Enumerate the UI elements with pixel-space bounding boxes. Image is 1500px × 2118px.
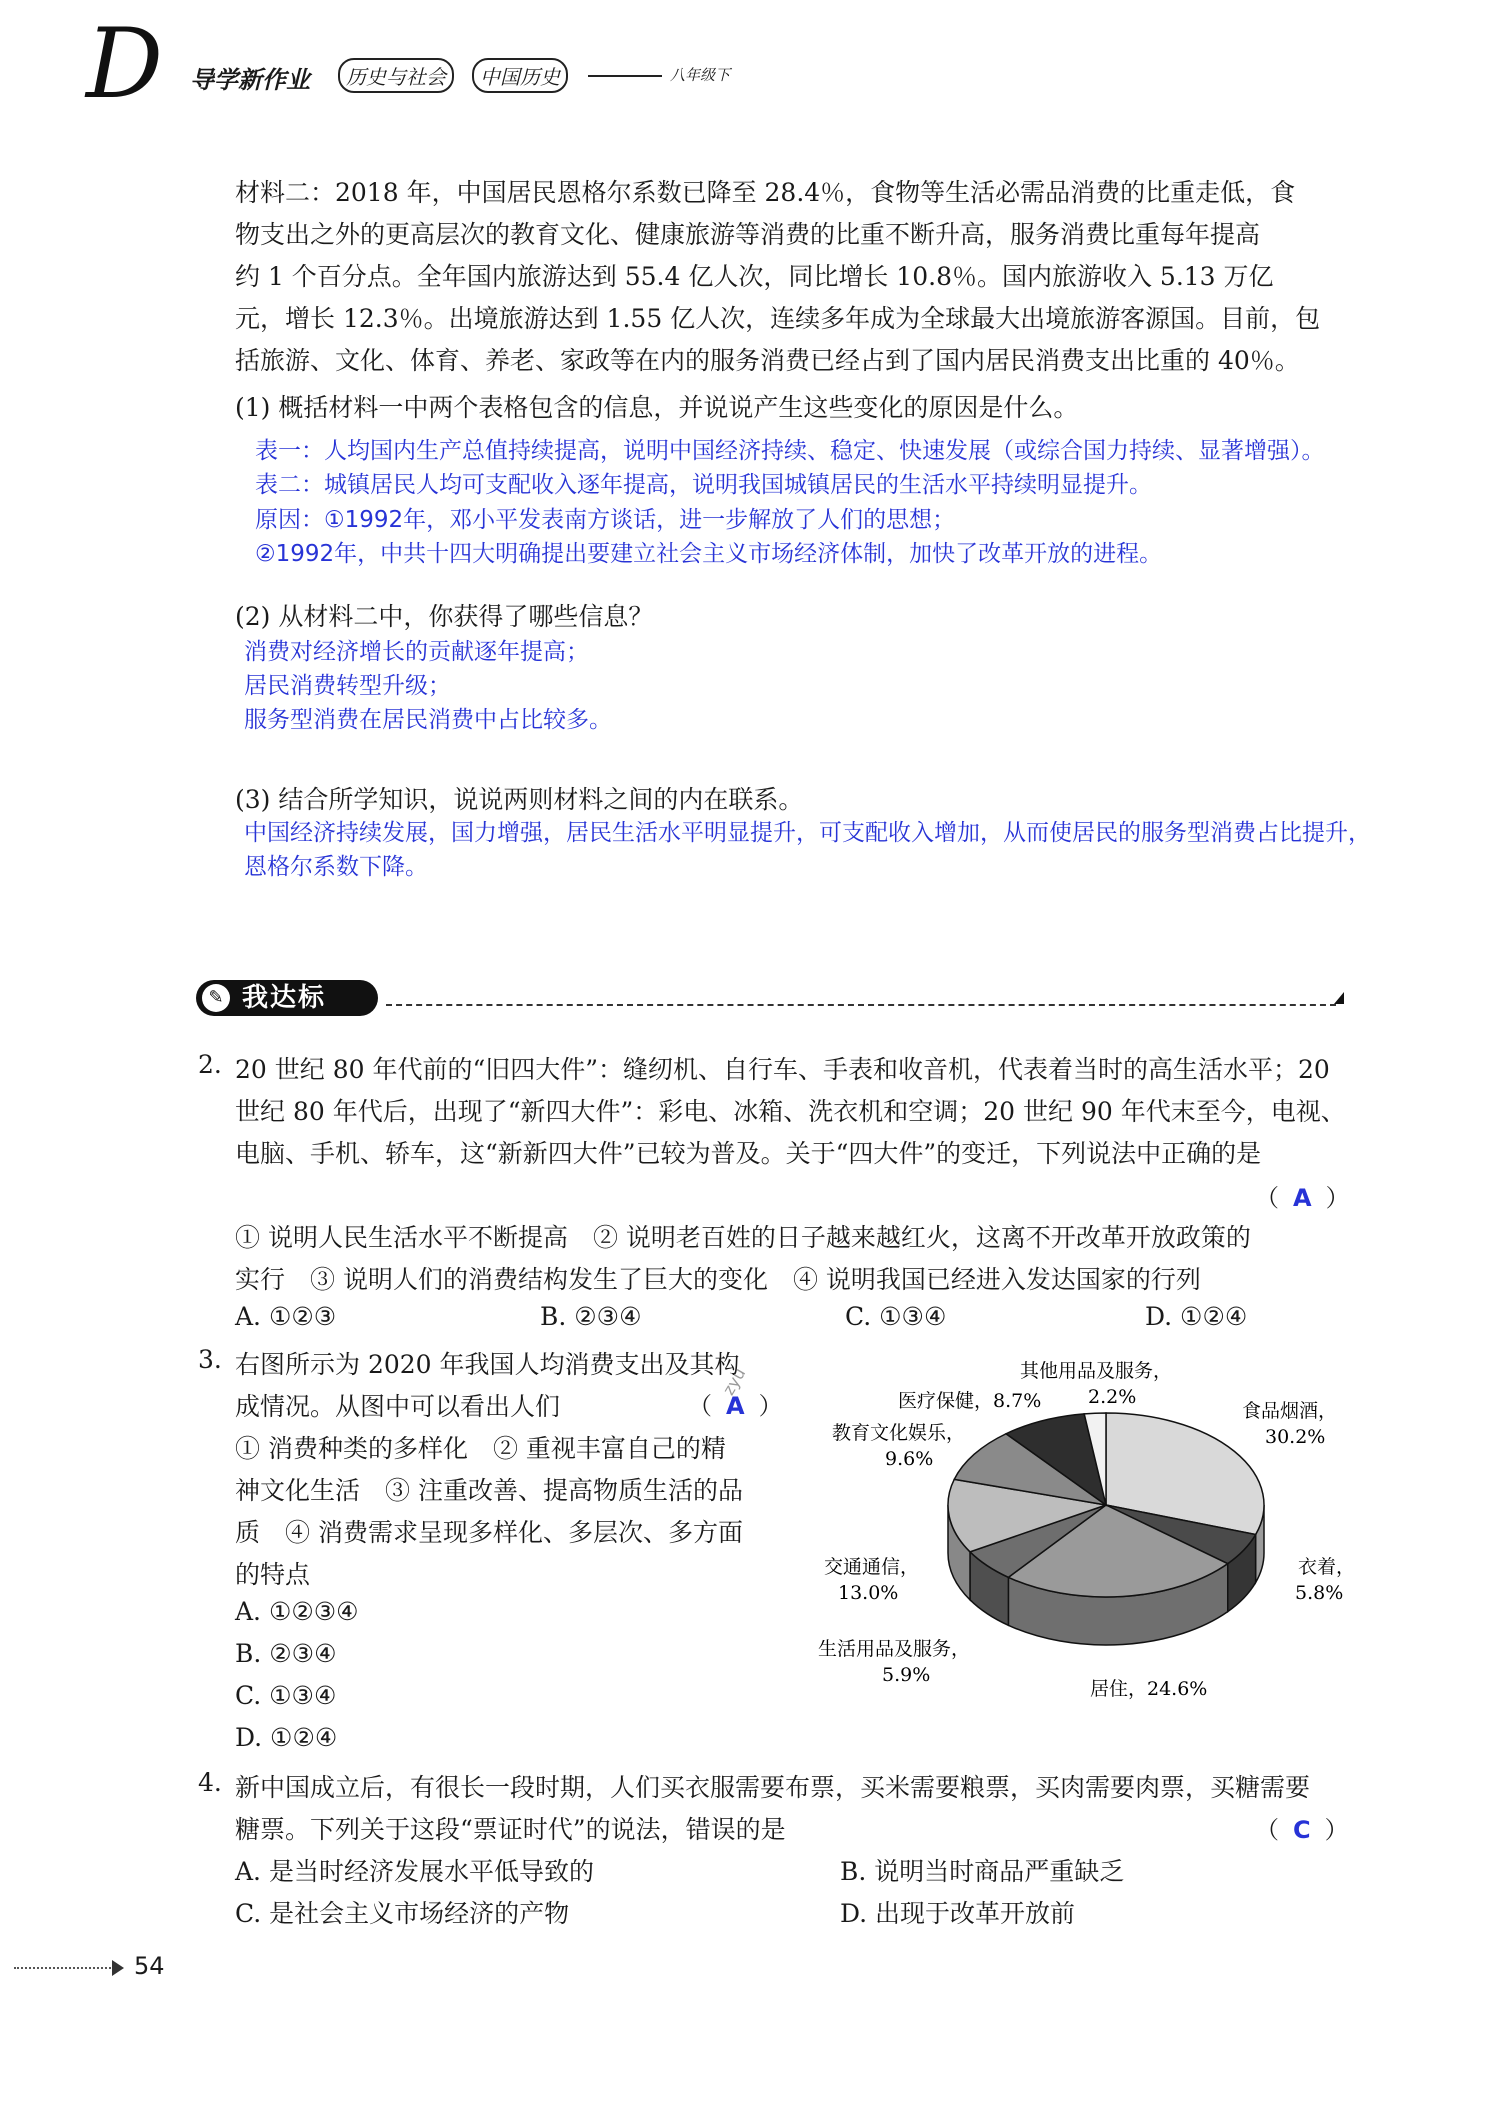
item-3-statement: 质 ④ 消费需求呈现多样化、多层次、多方面 [235,1518,743,1547]
material-2 [235,172,1320,382]
item-3-line: 右图所示为 2020 年我国人均消费支出及其构 [235,1350,740,1379]
pie-label-household: 生活用品及服务， [818,1638,971,1660]
pie-label-transport: 交通通信， [824,1556,920,1578]
item-2-option-b: B. ②③④ [540,1302,642,1331]
bracket-left: （ [1255,1184,1279,1212]
watermark: zyu [718,1364,750,1399]
bracket-left: （ [1255,1816,1279,1844]
pen-icon: ✎ [202,984,230,1012]
question-3: (3) 结合所学知识，说说两则材料之间的内在联系。 [235,785,804,814]
item-3-option-d: D. ①②④ [235,1723,338,1752]
answer-line: 消费对经济增长的贡献逐年提高； [244,639,589,665]
item-2-statement: ① 说明人民生活水平不断提高 ② 说明老百姓的日子越来越红火，这离不开改革开放政策的 [235,1223,1251,1252]
item-4-number: 4. [198,1768,222,1797]
item-3-option-b: B. ②③④ [235,1639,337,1668]
item-2-option-d: D. ①②④ [1145,1302,1248,1331]
pie-label-medical: 医疗保健，8.7% [898,1390,1042,1412]
item-2-answer: A [1293,1184,1312,1212]
answer-line: 表二：城镇居民人均可支配收入逐年提高，说明我国城镇居民的生活水平持续明显提升。 [255,472,1152,498]
material-line: 约 1 个百分点。全年国内旅游达到 55.4 亿人次，同比增长 10.8％。国内旅游收入 5.13 万亿 [235,262,1274,291]
answer-line: 服务型消费在居民消费中占比较多。 [244,707,612,733]
pie-pct-food: 30.2% [1265,1426,1326,1448]
grade-label: 八年级下 [670,66,731,84]
answer-bracket [1255,1178,1350,1213]
item-4-option-c: C. 是社会主义市场经济的产物 [235,1899,570,1928]
pie-label-food: 食品烟酒， [1242,1400,1338,1422]
bracket-right: ） [1324,1816,1349,1844]
brand-title: 导学新作业 [190,66,310,94]
bracket-right: ） [1325,1184,1350,1212]
footer-dotted-arrow [14,1967,114,1969]
item-2-statement: 实行 ③ 说明人们的消费结构发生了巨大的变化 ④ 说明我国已经进入发达国家的行列 [235,1265,1201,1294]
pie-pct-household: 5.9% [882,1664,931,1686]
item-3-line: 成情况。从图中可以看出人们 [235,1392,561,1421]
page-header [80,8,1420,120]
material-line: 物支出之外的更高层次的教育文化、健康旅游等消费的比重不断升高，服务消费比重每年提高 [235,220,1261,249]
consumption-pie-chart [810,1355,1370,1715]
header-rule [588,75,662,77]
pie-label-housing: 居住，24.6% [1090,1678,1208,1700]
corner-mark-icon [1334,992,1344,1004]
material-line: 材料二：2018 年，中国居民恩格尔系数已降至 28.4％，食物等生活必需品消费的比重走低，食 [235,178,1296,207]
item-3-statement: 神文化生活 ③ 注重改善、提高物质生活的品 [235,1476,743,1505]
pie-pct-transport: 13.0% [838,1582,899,1604]
section-header [196,980,1346,1020]
bracket-left: （ [688,1392,712,1420]
bracket-right: ） [758,1392,783,1420]
material-line: 括旅游、文化、体育、养老、家政等在内的服务消费已经占到了国内居民消费支出比重的 40％。 [235,346,1300,375]
answer-line: ②1992年，中共十四大明确提出要建立社会主义市场经济体制，加快了改革开放的进程。 [255,541,1163,567]
section-title: 我达标 [242,983,327,1013]
pie-label-other: 其他用品及服务， [1020,1360,1173,1382]
item-3-option-a: A. ①②③④ [235,1597,359,1626]
item-2-line: 电脑、手机、轿车，这“新新四大件”已较为普及。关于“四大件”的变迁，下列说法中正确的是 [235,1139,1262,1168]
item-3-statement: ① 消费种类的多样化 ② 重视丰富自己的精 [235,1434,726,1463]
item-2-line: 世纪 80 年代后，出现了“新四大件”：彩电、冰箱、洗衣机和空调；20 世纪 90 年代末至今，电视、 [235,1097,1346,1126]
answer-line: 居民消费转型升级； [244,673,451,699]
item-4-line: 糖票。下列关于这段“票证时代”的说法，错误的是 [235,1815,786,1844]
pie-pct-clothing: 5.8% [1295,1582,1344,1604]
pie-label-education: 教育文化娱乐， [832,1422,966,1444]
item-2-option-a: A. ①②③ [235,1302,337,1331]
answer-line: 中国经济持续发展，国力增强，居民生活水平明显提升，可支配收入增加，从而使居民的服务型消费占比提升， [244,820,1371,846]
item-4-answer: C [1293,1816,1311,1844]
answer-line: 原因：①1992年，邓小平发表南方谈话，进一步解放了人们的思想； [255,507,956,533]
item-4-option-a: A. 是当时经济发展水平低导致的 [235,1857,594,1886]
pie-label-clothing: 衣着， [1298,1556,1356,1578]
answer-line: 表一：人均国内生产总值持续提高，说明中国经济持续、稳定、快速发展（或综合国力持续、显著增强）。 [255,438,1325,464]
item-3-answer: A [726,1392,745,1420]
item-4-option-d: D. 出现于改革开放前 [840,1899,1076,1928]
answer-line: 恩格尔系数下降。 [244,854,428,880]
book-badge: 中国历史 [472,58,568,93]
item-3-number: 3. [198,1345,222,1374]
pie-pct-education: 9.6% [885,1448,934,1470]
arrow-icon [112,1960,124,1976]
item-2-number: 2. [198,1050,222,1079]
item-4-answer-bracket [1255,1810,1349,1845]
pie-pct-other: 2.2% [1088,1386,1137,1408]
logo-letter: D [86,8,163,120]
question-2: (2) 从材料二中，你获得了哪些信息？ [235,602,654,631]
question-1: (1) 概括材料一中两个表格包含的信息，并说说产生这些变化的原因是什么。 [235,393,1079,422]
item-4-option-b: B. 说明当时商品严重缺乏 [840,1857,1125,1886]
subject-badge: 历史与社会 [338,58,454,93]
item-3-statement: 的特点 [235,1560,311,1589]
item-3-option-c: C. ①③④ [235,1681,337,1710]
material-line: 元，增长 12.3％。出境旅游达到 1.55 亿人次，连续多年成为全球最大出境旅游客源国。目前，包 [235,304,1321,333]
page-number: 54 [134,1952,165,1980]
item-4-line: 新中国成立后，有很长一段时期，人们买衣服需要布票，买米需要粮票，买肉需要肉票，买糖需要 [235,1773,1311,1802]
section-divider [386,1004,1336,1006]
item-2-option-c: C. ①③④ [845,1302,947,1331]
item-2-line: 20 世纪 80 年代前的“旧四大件”：缝纫机、自行车、手表和收音机，代表着当时的高生活水平；20 [235,1055,1330,1084]
